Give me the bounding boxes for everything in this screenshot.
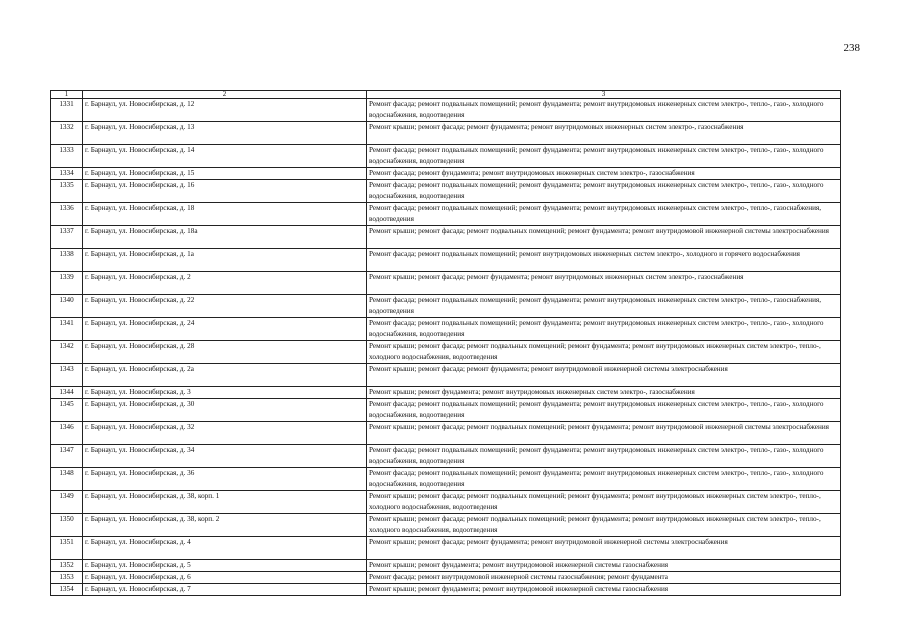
row-works: Ремонт фасада; ремонт подвальных помещений; ремонт фундамента; ремонт внутридомовых инженерных систем электро-, тепло-, газо-, холодного водоснабжения, водоотведения — [367, 180, 841, 203]
table-row — [51, 422, 841, 445]
row-number: 1347 — [51, 445, 83, 468]
table-row — [51, 364, 841, 387]
table-row — [51, 168, 841, 180]
row-works: Ремонт крыши; ремонт фасада; ремонт подвальных помещений; ремонт фундамента; ремонт внутридомовых инженерных систем электро-, тепло-, холодного водоснабжения, водоотведения — [367, 514, 841, 537]
row-works: Ремонт крыши; ремонт фасада; ремонт фундамента; ремонт внутридомовой инженерной системы электроснабжения — [367, 364, 841, 387]
row-number: 1333 — [51, 145, 83, 168]
row-works: Ремонт фасада; ремонт внутридомовой инженерной системы газоснабжения; ремонт фундамента — [367, 572, 841, 584]
page-number: 238 — [843, 42, 860, 54]
table-row — [51, 145, 841, 168]
row-works: Ремонт фасада; ремонт подвальных помещений; ремонт фундамента; ремонт внутридомовых инженерных систем электро-, тепло-, газо-, холодного водоснабжения, водоотведения — [367, 399, 841, 422]
registry-table — [50, 90, 841, 596]
header-col-2: 2 — [83, 91, 367, 99]
row-address: г. Барнаул, ул. Новосибирская, д. 38, корп. 1 — [83, 491, 367, 514]
table-row — [51, 122, 841, 145]
row-number: 1335 — [51, 180, 83, 203]
row-address: г. Барнаул, ул. Новосибирская, д. 36 — [83, 468, 367, 491]
row-number: 1348 — [51, 468, 83, 491]
table-row — [51, 572, 841, 584]
row-number: 1341 — [51, 318, 83, 341]
row-works: Ремонт фасада; ремонт подвальных помещений; ремонт фундамента; ремонт внутридомовых инженерных систем электро-, тепло-, газоснабжения, водоотведения — [367, 295, 841, 318]
row-number: 1336 — [51, 203, 83, 226]
row-address: г. Барнаул, ул. Новосибирская, д. 34 — [83, 445, 367, 468]
row-number: 1351 — [51, 537, 83, 560]
row-number: 1332 — [51, 122, 83, 145]
table-row — [51, 491, 841, 514]
table-row — [51, 203, 841, 226]
row-number: 1346 — [51, 422, 83, 445]
row-works: Ремонт крыши; ремонт фасада; ремонт подвальных помещений; ремонт фундамента; ремонт внутридомовых инженерных систем электро-, тепло-, холодного водоснабжения, водоотведения — [367, 341, 841, 364]
row-address: г. Барнаул, ул. Новосибирская, д. 22 — [83, 295, 367, 318]
row-address: г. Барнаул, ул. Новосибирская, д. 30 — [83, 399, 367, 422]
row-works: Ремонт фасада; ремонт подвальных помещений; ремонт фундамента; ремонт внутридомовых инженерных систем электро-, тепло-, газо-, холодного водоснабжения, водоотведения — [367, 318, 841, 341]
table-row — [51, 468, 841, 491]
row-address: г. Барнаул, ул. Новосибирская, д. 3 — [83, 387, 367, 399]
row-works: Ремонт фасада; ремонт подвальных помещений; ремонт внутридомовых инженерных систем электро-, холодного и горячего водоснабжения — [367, 249, 841, 272]
header-row — [51, 91, 841, 99]
row-number: 1334 — [51, 168, 83, 180]
row-works: Ремонт крыши; ремонт фундамента; ремонт внутридомовой инженерной системы газоснабжения — [367, 584, 841, 596]
row-number: 1340 — [51, 295, 83, 318]
row-number: 1352 — [51, 560, 83, 572]
row-number: 1337 — [51, 226, 83, 249]
table-row — [51, 537, 841, 560]
table-row — [51, 584, 841, 596]
table-row — [51, 272, 841, 295]
row-number: 1338 — [51, 249, 83, 272]
row-works: Ремонт крыши; ремонт фасада; ремонт фундамента; ремонт внутридомовых инженерных систем электро-, газоснабжения — [367, 122, 841, 145]
row-address: г. Барнаул, ул. Новосибирская, д. 12 — [83, 99, 367, 122]
table-row — [51, 399, 841, 422]
table-row — [51, 445, 841, 468]
table-row — [51, 226, 841, 249]
table-row — [51, 99, 841, 122]
row-address: г. Барнаул, ул. Новосибирская, д. 32 — [83, 422, 367, 445]
row-works: Ремонт фасада; ремонт подвальных помещений; ремонт фундамента; ремонт внутридомовых инженерных систем электро-, тепло-, газо-, холодного водоснабжения, водоотведения — [367, 468, 841, 491]
row-number: 1344 — [51, 387, 83, 399]
row-works: Ремонт крыши; ремонт фундамента; ремонт внутридомовых инженерных систем электро-, газоснабжения — [367, 387, 841, 399]
row-works: Ремонт крыши; ремонт фасада; ремонт подвальных помещений; ремонт фундамента; ремонт внутридомовой инженерной системы электроснабжения — [367, 226, 841, 249]
row-number: 1349 — [51, 491, 83, 514]
row-works: Ремонт фасада; ремонт подвальных помещений; ремонт фундамента; ремонт внутридомовых инженерных систем электро-, тепло-, газо-, холодного водоснабжения, водоотведения — [367, 445, 841, 468]
row-address: г. Барнаул, ул. Новосибирская, д. 14 — [83, 145, 367, 168]
row-address: г. Барнаул, ул. Новосибирская, д. 13 — [83, 122, 367, 145]
row-number: 1353 — [51, 572, 83, 584]
row-address: г. Барнаул, ул. Новосибирская, д. 7 — [83, 584, 367, 596]
row-address: г. Барнаул, ул. Новосибирская, д. 2а — [83, 364, 367, 387]
row-works: Ремонт крыши; ремонт фасада; ремонт подвальных помещений; ремонт фундамента; ремонт внутридомовых инженерных систем электро-, тепло-, холодного водоснабжения, водоотведения — [367, 491, 841, 514]
row-address: г. Барнаул, ул. Новосибирская, д. 18 — [83, 203, 367, 226]
row-address: г. Барнаул, ул. Новосибирская, д. 4 — [83, 537, 367, 560]
table-row — [51, 318, 841, 341]
row-works: Ремонт крыши; ремонт фасада; ремонт подвальных помещений; ремонт фундамента; ремонт внутридомовой инженерной системы электроснабжения — [367, 422, 841, 445]
row-works: Ремонт фасада; ремонт подвальных помещений; ремонт фундамента; ремонт внутридомовых инженерных систем электро-, тепло-, газо-, холодного водоснабжения, водоотведения — [367, 99, 841, 122]
header-col-1: 1 — [51, 91, 83, 99]
table-row — [51, 180, 841, 203]
row-number: 1354 — [51, 584, 83, 596]
table-row — [51, 514, 841, 537]
table-row — [51, 249, 841, 272]
row-number: 1339 — [51, 272, 83, 295]
row-number: 1342 — [51, 341, 83, 364]
row-address: г. Барнаул, ул. Новосибирская, д. 1а — [83, 249, 367, 272]
table-row — [51, 560, 841, 572]
row-address: г. Барнаул, ул. Новосибирская, д. 18а — [83, 226, 367, 249]
row-works: Ремонт фасада; ремонт подвальных помещений; ремонт фундамента; ремонт внутридомовых инженерных систем электро-, тепло-, газо-, холодного водоснабжения, водоотведения — [367, 145, 841, 168]
row-address: г. Барнаул, ул. Новосибирская, д. 16 — [83, 180, 367, 203]
row-number: 1343 — [51, 364, 83, 387]
table-row — [51, 387, 841, 399]
row-works: Ремонт крыши; ремонт фундамента; ремонт внутридомовой инженерной системы газоснабжения — [367, 560, 841, 572]
row-address: г. Барнаул, ул. Новосибирская, д. 2 — [83, 272, 367, 295]
row-address: г. Барнаул, ул. Новосибирская, д. 5 — [83, 560, 367, 572]
table-row — [51, 341, 841, 364]
table-header — [51, 91, 841, 99]
row-works: Ремонт крыши; ремонт фасада; ремонт фундамента; ремонт внутридомовой инженерной системы электроснабжения — [367, 537, 841, 560]
row-works: Ремонт фасада; ремонт подвальных помещений; ремонт фундамента; ремонт внутридомовых инженерных систем электро-, тепло-, газоснабжения, водоотведения — [367, 203, 841, 226]
row-address: г. Барнаул, ул. Новосибирская, д. 24 — [83, 318, 367, 341]
row-number: 1345 — [51, 399, 83, 422]
row-works: Ремонт крыши; ремонт фасада; ремонт фундамента; ремонт внутридомовых инженерных систем электро-, газоснабжения — [367, 272, 841, 295]
row-address: г. Барнаул, ул. Новосибирская, д. 15 — [83, 168, 367, 180]
row-works: Ремонт фасада; ремонт фундамента; ремонт внутридомовых инженерных систем электро-, газоснабжения — [367, 168, 841, 180]
header-col-3: 3 — [367, 91, 841, 99]
row-address: г. Барнаул, ул. Новосибирская, д. 28 — [83, 341, 367, 364]
table-body — [51, 99, 841, 596]
row-address: г. Барнаул, ул. Новосибирская, д. 38, корп. 2 — [83, 514, 367, 537]
row-number: 1331 — [51, 99, 83, 122]
row-address: г. Барнаул, ул. Новосибирская, д. 6 — [83, 572, 367, 584]
row-number: 1350 — [51, 514, 83, 537]
table-row — [51, 295, 841, 318]
